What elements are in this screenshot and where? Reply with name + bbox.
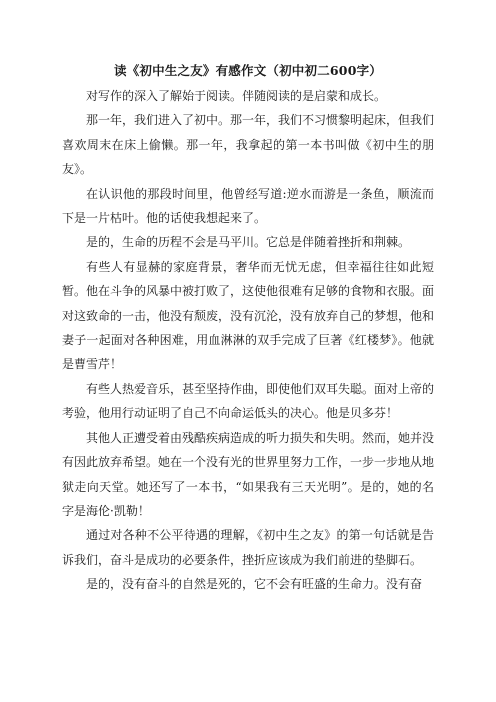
paragraph: 那一年，我们进入了初中。那一年，我们不习惯黎明起床，但我们喜欢周末在床上偷懒。那一年，我拿起的第一本书叫做《初中生的朋友》。 xyxy=(62,113,435,177)
paragraph: 是的，没有奋斗的自然是死的，它不会有旺盛的生命力。没有奋 xyxy=(86,577,423,592)
paragraph: 有些人热爱音乐，甚至坚持作曲，即使他们双耳失聪。面对上帝的考验，他用行动证明了自己不向命运低头的决心。他是贝多芬！ xyxy=(62,381,435,421)
paragraph: 其他人正遭受着由残酷疾病造成的听力损失和失明。然而，她并没有因此放弃希望。她在一个没有光的世界里努力工作，一步一步地从地狱走向天堂。她还写了一本书，“如果我有三天光明”。是的，她的名字是海伦·凯勒！ xyxy=(62,430,435,518)
paragraph: 是的，生命的历程不会是马平川。它总是伴随着挫折和荆棘。 xyxy=(86,235,411,250)
paragraph: 有些人有显赫的家庭背景，奢华而无忧无虑，但幸福往往如此短暂。他在斗争的风暴中被打败了，这使他很难有足够的食物和衣服。面对这致命的一击，他没有颓废，没有沉沦，没有放弃自己的梦想，他和妻子一起面对各种困难，用血淋淋的双手完成了巨著《红楼梦》。他就是曹雪芹！ xyxy=(62,259,435,372)
paragraph: 通过对各种不公平待遇的理解，《初中生之友》的第一句话就是告诉我们，奋斗是成功的必要条件，挫折应该成为我们前进的垫脚石。 xyxy=(62,528,434,567)
document-title: 读《初中生之友》有感作文（初中初二600字） xyxy=(114,63,382,78)
paragraph: 在认识他的那段时间里，他曾经写道:逆水而游是一条鱼，顺流而下是一片枯叶。他的话使我想起来了。 xyxy=(62,186,434,226)
document-page xyxy=(62,62,434,597)
paragraph: 对写作的深入了解始于阅读。伴随阅读的是启蒙和成长。 xyxy=(86,89,387,103)
